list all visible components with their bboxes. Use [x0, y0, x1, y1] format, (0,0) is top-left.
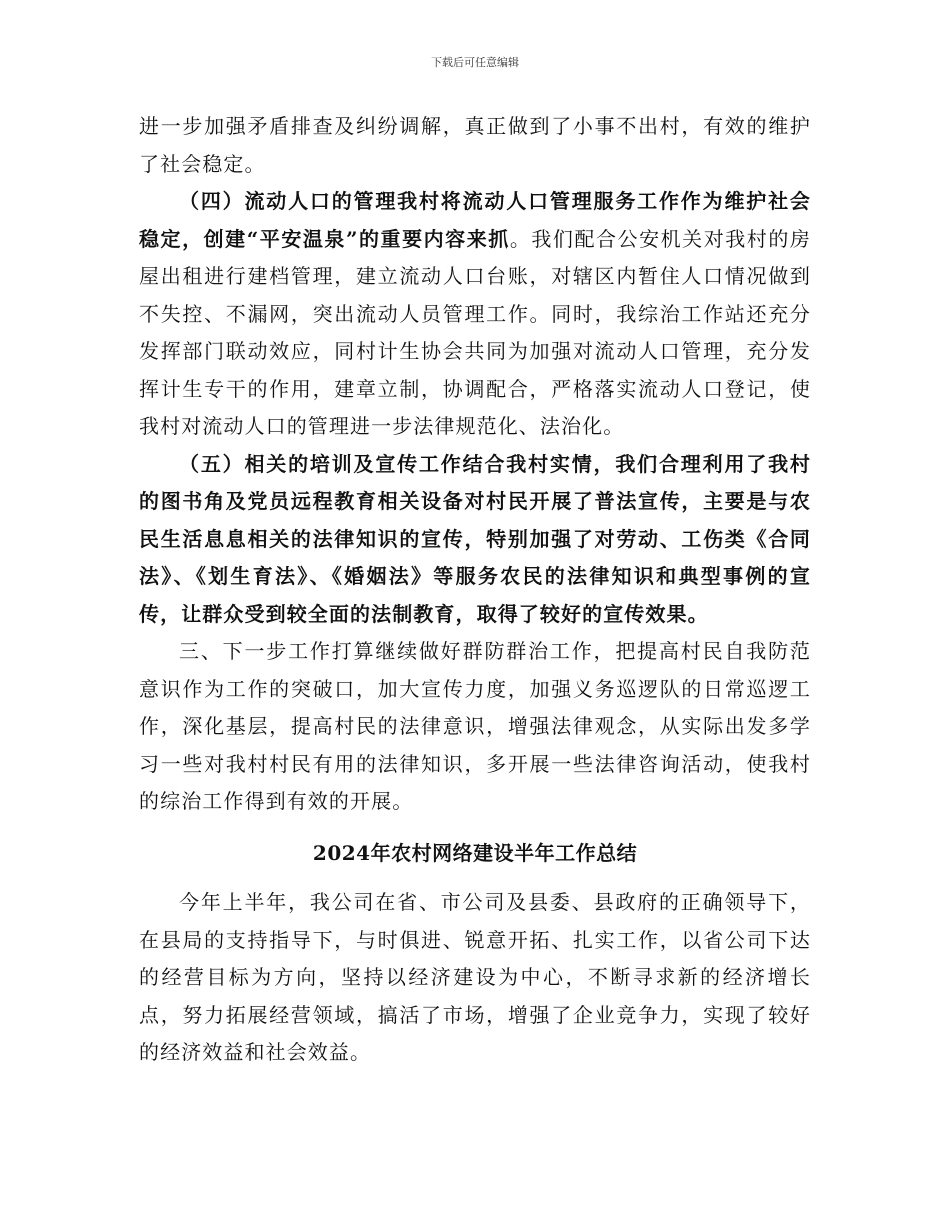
paragraph-intro: 今年上半年，我公司在省、市公司及县委、县政府的正确领导下，在县局的支持指导下，与时俱进、锐意开拓、扎实工作，以省公司下达的经营目标为方向，坚持以经济建设为中心，不断寻求新的经济增长点，努力拓展经营领域，搞活了市场，增强了企业竞争力，实现了较好的经济效益和社会效益。 — [139, 890, 811, 1064]
item4-heading: （四）流动人口的管理我村将流动人口管理服务工作作为维护社会稳定，创建“平安温泉”的重要内容来抓 — [139, 189, 811, 251]
paragraph-next-steps: 三、下一步工作打算继续做好群防群治工作，把提高村民自我防范意识作为工作的突破口，加大宣传力度，加强义务巡逻队的日常巡逻工作，深化基层，提高村民的法律意识，增强法律观念，从实际出发多学习一些对我村村民有用的法律知识，多开展一些法律咨询活动，使我村的综治工作得到有效的开展。 — [139, 639, 811, 813]
page-header-note: 下载后可任意编辑 — [431, 56, 519, 69]
paragraph-section3-tail: 进一步加强矛盾排查及纠纷调解，真正做到了小事不出村，有效的维护了社会稳定。 — [139, 114, 811, 176]
item4-body: 。我们配合公安机关对我村的房屋出租进行建档管理，建立流动人口台账，对辖区内暂住人口情况做到不失控、不漏网，突出流动人员管理工作。同时，我综治工作站还充分发挥部门联动效应，同村计生协会共同为加强对流动人口管理，充分发挥计生专干的作用，建章立制，协调配合，严格落实流动人口登记，使我村对流动人口的管理进一步法律规范化、法治化。 — [139, 226, 811, 438]
document-title: 2024年农村网络建设半年工作总结 — [312, 840, 638, 865]
paragraph-item4 — [139, 183, 811, 446]
paragraph-item5: （五）相关的培训及宣传工作结合我村实情，我们合理利用了我村的图书角及党员远程教育相关设备对村民开展了普法宣传，主要是与农民生活息息相关的法律知识的宣传，特别加强了对劳动、工伤类《合同法》、《划生育法》、《婚姻法》等服务农民的法律知识和典型事例的宣传，让群众受到较全面的法制教育，取得了较好的宣传效果。 — [139, 451, 811, 626]
document-body — [139, 108, 811, 1072]
